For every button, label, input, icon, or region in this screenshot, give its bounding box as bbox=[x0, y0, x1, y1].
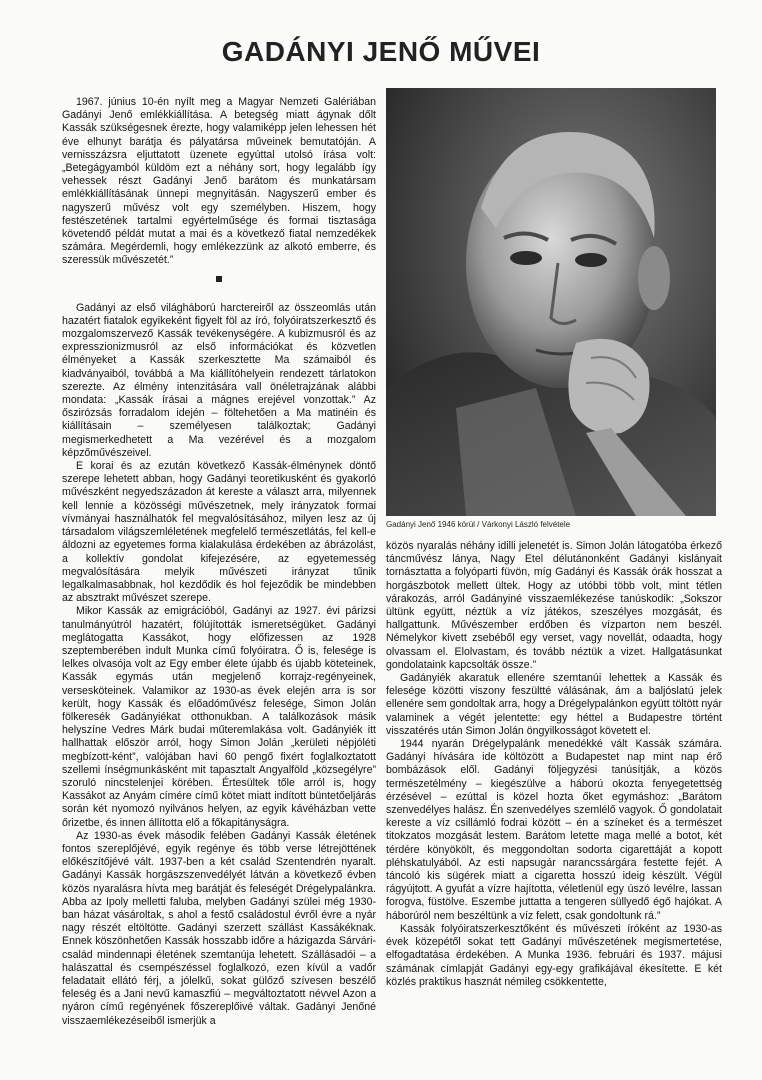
paragraph: Mikor Kassák az emigrációból, Gadányi az 1927. évi párizsi tanulmányútról hazatért, fölújították ismeretségüket. Gadányi meglátogatta Kassákot, hogy előfizessen az 1928 szeptemberében indult Munka című folyóiratra. Ő is, felesége is lelkes olvasója volt az Egy ember élete újabb és újabb köteteinek, Kassák egymás után megjelenő korrajz-regényeinek, versesköteinek. Valamikor az 1930-as évek elején arra is sor került, hogy Kassák és előadóművész felesége, Simon Jolán fölkeresék Gadányiékat otthonukban. A találkozások másik helyszíne Vedres Márk budai műteremlakása volt. Gadányiék itt hallhattak először arról, hogy Simon Jolán „kerületi népjóléti megbízott-ként”, valójában havi 60 pengő fixért foglalkoztatott szellemi ínségmunkásként mit tapasztalt Angyalföld „közsegélyre” szoruló nincstelenjei körében. Értesültek tőle arról is, hogy Kassákot az Anyám címére című kötet miatt indított büntetőeljárás során két nyomozó nyilvános helyen, az egyik kávéházban vette őrizetbe, és innen állította elő a főkapitányságra. bbox=[62, 605, 376, 829]
page-title: GADÁNYI JENŐ MŰVEI bbox=[221, 36, 541, 67]
paragraph: 1944 nyarán Drégelypalánk menedékké vált Kassák számára. Gadányi hívására ide költözött a Budapestet nap mint nap érő bombázások elől. Gadányi följegyzési tanúsítják, a közös természetélmény – kiegészülve a háború okozta fenyegetettség érzésével – ezúttal is közel hozta őket egymáshoz: „Barátom szenvedélyes halász. Én szenvedélyes szemlélő vagyok. Ő gondolatait kereste a víz csillámló fodrai között – én a színeket és a természet titokzatos mozgását lestem. Barátom letette maga mellé a botot, két térdére könyökölt, és meggondoltan sodorta cigarettáját a kopott pléhskatulyából. Az esti napsugár narancssárgára festette fejét. A táncoló kis sügérek miatt a cigaretta hosszú ideig készült. Végül rágyújtott. A gyufát a vízre hajította, véletlenül egy úszó levélre, lassan forogva, füstölve. Eszembe juttatta a tengeren süllyedő égő hajókat. A háborúról nem beszéltünk a víz felett, csak gondoltunk rá.” bbox=[386, 738, 722, 922]
photo-caption: Gadányi Jenő 1946 körül / Várkonyi László felvétele bbox=[386, 520, 571, 529]
paragraph: Gadányiék akaratuk ellenére szemtanúi lehettek a Kassák és felesége közötti viszony feszültté válásának, ám a baljóslatú jelek ellenére sem gondoltak arra, hogy a Drégelypalánkon együtt töltött nyár valaminek a végét jelentette: egy héttel a Budapestre történt visszatérés után Simon Jolán öngyilkosságot követett el. bbox=[386, 672, 722, 737]
paragraph: Gadányi az első világháború harctereiről az összeomlás után hazatért fiatalok egyikeként figyelt föl az író, folyóiratszerkesztő és mozgalomszervező Kassák tevékenységére. A kubizmusról és az expresszionizmusról az első információkat és közvetlen élményeket a Kassák szerkesztette Ma számaiból és kiadványaiból, továbbá a Ma kiállítóhelyein rendezett tárlatokon szerezte. Az élmény intenzitására vall önéletrajzának alábbi mondata: „Kassák írásai a mágnes erejével vonzottak.” Az őszirózsás forradalom idején – föltehetően a Ma matinéin és kiállításain – személyesen találkoztak; Gadányi megismerkedhetett a Ma vezérével és a mozgalom képzőművészeivel. bbox=[62, 301, 376, 459]
paragraph: Kassák folyóiratszerkesztőként és művészeti íróként az 1930-as évek közepétől sokat tett Gadányi művészetének megismertetése, elfogadtatása érdekében. A Munka 1936. februári és 1937. májusi számának címlapját Gadányi egy-egy grafikájával ékesítette. E két közlés praktikus hasznát némileg csökkentette, bbox=[386, 922, 722, 988]
paragraph: E korai és az ezután következő Kassák-élménynek döntő szerepe lehetett abban, hogy Gadányi teoretikusként és gyakorló művészként negyedszázadon át kereste a választ arra, milyennek kell lennie a közösségi művészetnek, mely irányzatok formai vívmányai használhatók fel megvalósításához, milyen lesz az új társadalom világszemléletének megfelelő természetlátás, fel kell-e áldozni az egyetemes forma kialakulása érdekében az ábrázolást, a kollektív gondolat kifejezésére, az egyetemesség megvalósítására melyik művészeti irányzat tűnik legalkalmasabbnak, hol kezdődik és hol fejeződik be mindebben az absztrakt művészet szerepe. bbox=[62, 460, 376, 605]
paragraph: közös nyaralás néhány idilli jelenetét is. Simon Jolán látogatóba érkező táncművész lánya, Nagy Etel délutánonként Gadányi kislányait tornásztatta a folyóparti füvön, míg Gadányi és Kassák órák hosszat a horgászbotok mellett ültek. Hogy az utóbbi több volt, mint tétlen várakozás, arról Gadányiné visszaemlékezése tanúskodik: „Sokszor ültünk együtt, néztük a víz játékos, szeszélyes mozgását, és hallgattunk. Művészember erdőben és vízparton nem beszél. Némelykor kivett zsebéből egy verset, vagy novellát, odaadta, hogy olvassam el. Elolvastam, és tovább néztük a vizet. Hallgatásunkat gondolataink kapcsolták össze.” bbox=[386, 540, 722, 671]
portrait-photo bbox=[386, 88, 716, 516]
article-left-column bbox=[62, 96, 376, 1028]
paragraph-intro: 1967. június 10-én nyílt meg a Magyar Nemzeti Galériában Gadányi Jenő emlékkiállítása. A betegség miatt ágynak dőlt Kassák szükségesnek érezte, hogy valamiképp jelen lehessen hét éve elhunyt barátja és pályatársa műveinek bemutatóján. A vernisszázsra eljuttatott üzenete egyúttal utolsó írása volt: „Betegágyamból küldöm ezt a néhány sort, hogy legalább így vehessek részt Gadányi Jenő barátom és munkatársam emlékkiállításának ünnepi megnyitásán. Nagyszerű ember és nagyszerű művész volt egy személyben. Hiszem, hogy festészetének tartalmi egyértelműsége és formai tisztasága követendő példát mutat a mai és a következő fiatal nemzedékek számára. Megérdemli, hogy emlékezzünk az alkotó emberre, és szeressük művészetét.” bbox=[62, 96, 376, 267]
portrait-photo-image bbox=[386, 88, 716, 516]
section-divider-square bbox=[216, 276, 222, 282]
paragraph: Az 1930-as évek második felében Gadányi Kassák életének fontos szereplőjévé, egyik regénye és több verse létrejöttének előkészítőjévé vált. 1937-ben a két család Szentendrén nyaralt. Gadányi Kassák horgászszenvedélyét látván a következő évben közös nyaralásra hívta meg barátját és feleségét Drégelypalánkra. Abba az Ipoly melletti faluba, melyben Gadányi szülei még 1930-ban házat vásároltak, s ahol a festő családostul évről évre a nyár nagy részét eltöltötte. Gadányi szerzett szállást Kassákéknak. Ennek köszönhetően Kassák hosszabb időre a házigazda Sárvári-család mindennapi életének szemtanúja lehetett. Szállásadói – a halászattal és csempészéssel foglalkozó, ezen kívül a vadőr feladatait ellátó férj, a jólelkű, sokat gülőző szívesen beszélő feleség és a Jani nevű kamaszfiú – megváltoztatott névvel Azon a nyáron című regényének főszereplőivé váltak. Gadányi Jenőné visszaemlékezéseiből ismerjük a bbox=[62, 829, 376, 1027]
article-right-column bbox=[386, 540, 722, 989]
